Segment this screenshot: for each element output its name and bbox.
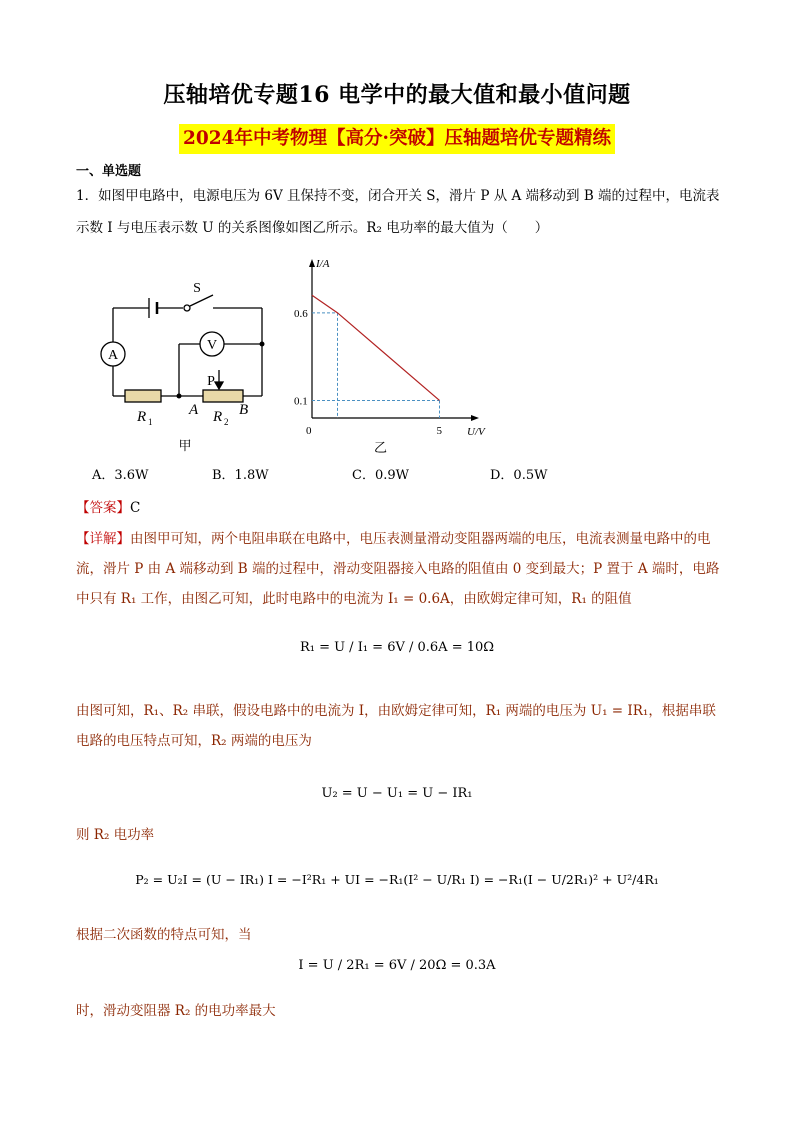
iu-chart xyxy=(290,255,500,460)
r1-subscript: 1 xyxy=(148,417,153,427)
option-d[interactable]: D．0.5W xyxy=(490,468,548,483)
slider-label: P xyxy=(207,374,215,389)
origin-label: 0 xyxy=(306,425,312,437)
subtitle-wrap xyxy=(0,124,794,154)
equation-current: I = U / 2R₁ = 6V / 20Ω = 0.3A xyxy=(298,958,496,973)
y-tick-label-0: 0.6 xyxy=(294,307,308,320)
x-tick-label-0: 5 xyxy=(436,425,442,437)
question-text xyxy=(76,180,724,244)
equation-r1: R₁ = U / I₁ = 6V / 0.6A = 10Ω xyxy=(299,640,495,655)
equation-u2: U₂ = U − U₁ = U − IR₁ xyxy=(321,786,473,801)
question-line-2: 示数 I 与电压表示数 U 的关系图像如图乙所示。R₂ 电功率的最大值为（ ） xyxy=(76,220,549,236)
ammeter-label: A xyxy=(107,348,119,363)
y-tick-label-1: 0.1 xyxy=(294,395,308,408)
answer-line xyxy=(76,496,140,516)
end-b-label: B xyxy=(239,402,249,418)
analysis-text-5: 时，滑动变阻器 R₂ 的电功率最大 xyxy=(76,1003,276,1019)
analysis-tag: 【详解】 xyxy=(76,531,130,547)
r2-label: R xyxy=(213,409,223,425)
circuit-caption: 甲 xyxy=(178,438,192,453)
equation-p2: P₂ = U₂I = (U − IR₁) I = −I²R₁ + UI = −R₁(I² − U/R₁ I) = −R₁(I − U/2R₁)² + U²/4R₁ xyxy=(135,872,659,887)
y-axis-arrow xyxy=(309,259,315,267)
circuit-diagram xyxy=(95,278,285,458)
r2-subscript: 2 xyxy=(224,417,229,427)
voltmeter-label: V xyxy=(206,338,218,353)
analysis-text-1: 由图甲可知，两个电阻串联在电路中，电压表测量滑动变阻器两端的电压，电流表测量电路中的电流，滑片 P 由 A 端移动到 B 端的过程中，滑动变阻器接入电路的阻值由 0 变到最大；P 置于 A 端时，电路中只有 R₁ 工作，由图乙可知，此时电路中的电流为 I₁ = 0.6A，由欧姆定律可知，R₁ 的阻值 xyxy=(76,531,720,607)
page-subtitle: 2024年中考物理【高分·突破】压轴题培优专题精练 xyxy=(179,124,615,154)
option-c[interactable]: C．0.9W xyxy=(352,468,409,483)
analysis-text-4: 根据二次函数的特点可知，当 xyxy=(76,927,252,943)
section-heading: 一、单选题 xyxy=(76,164,142,179)
question-line-1: 1．如图甲电路中，电源电压为 6V 且保持不变，闭合开关 S，滑片 P 从 A 端移动到 B 端的过程中，电流表 xyxy=(76,188,720,204)
r1-label: R xyxy=(137,409,147,425)
series-line xyxy=(312,295,440,400)
option-a[interactable]: A．3.6W xyxy=(92,468,149,483)
option-b[interactable]: B．1.8W xyxy=(212,468,269,483)
analysis-paragraph-1 xyxy=(76,524,724,614)
analysis-text-2: 由图可知，R₁、R₂ 串联，假设电路中的电流为 I，由欧姆定律可知，R₁ 两端的电压为 U₁ = IR₁，根据串联电路的电压特点可知，R₂ 两端的电压为 xyxy=(76,703,716,749)
switch-label: S xyxy=(193,281,201,296)
x-axis-label: U/V xyxy=(467,426,485,438)
x-axis-arrow xyxy=(471,415,479,421)
page-title: 压轴培优专题16 电学中的最大值和最小值问题 xyxy=(163,82,631,108)
end-a-label: A xyxy=(189,402,199,418)
y-axis-label: I/A xyxy=(316,258,330,270)
analysis-text-3: 则 R₂ 电功率 xyxy=(76,827,155,843)
answer-value: C xyxy=(130,500,141,516)
answer-tag: 【答案】 xyxy=(76,500,130,516)
chart-caption: 乙 xyxy=(374,440,388,455)
